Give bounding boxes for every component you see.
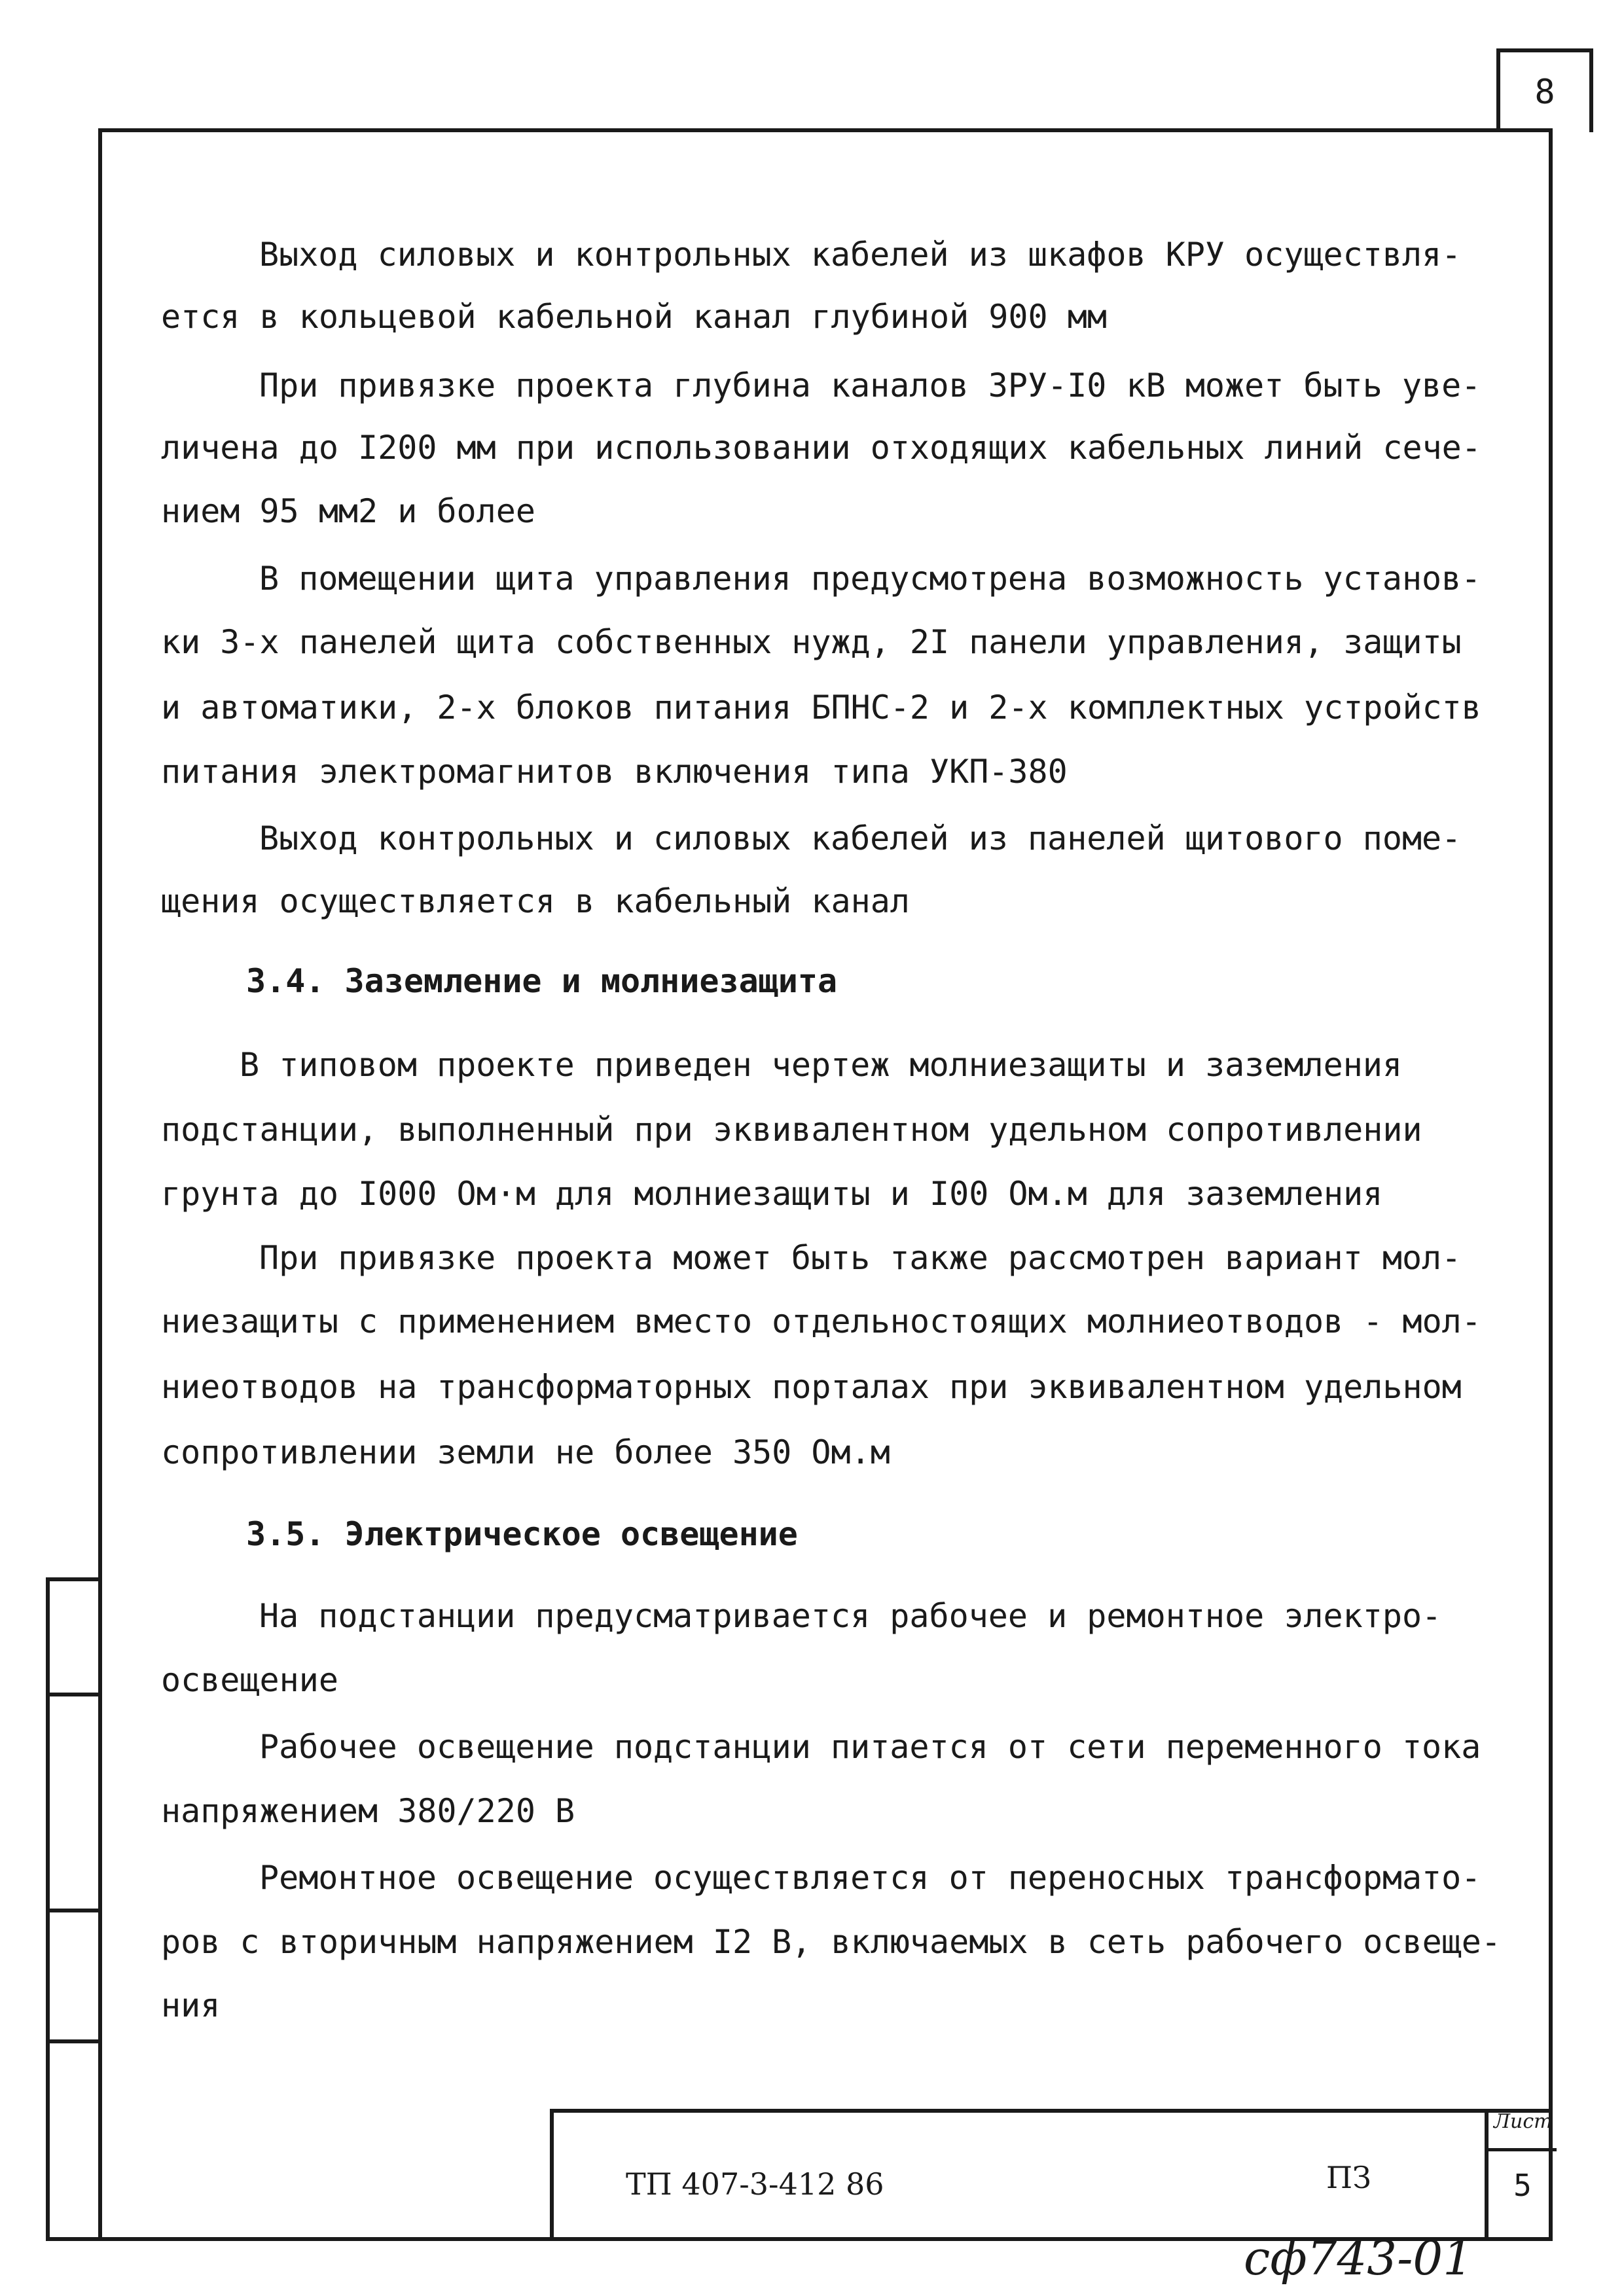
page-number-box (1496, 48, 1593, 132)
body-line: подстанции, выполненный при эквивалентном удельном сопротивлении (161, 1111, 1422, 1149)
body-line: ки 3-х панелей щита собственных нужд, 2I панели управления, защиты (161, 623, 1462, 661)
body-line: При привязке проекта глубина каналов ЗРУ-I0 кВ может быть уве- (259, 367, 1481, 404)
body-line: ров с вторичным напряжением I2 В, включаемых в сеть рабочего освеще- (161, 1923, 1501, 1961)
body-line: грунта до I000 Ом·м для молниезащиты и I00 Ом.м для заземления (161, 1175, 1383, 1213)
body-line: сопротивлении земли не более 350 Ом.м (161, 1433, 890, 1471)
body-line: ниезащиты с применением вместо отдельностоящих молниеотводов - мол- (161, 1302, 1481, 1340)
sheet-box (1485, 2109, 1557, 2241)
body-line: Выход силовых и контрольных кабелей из шкафов КРУ осуществля- (259, 236, 1462, 274)
body-line: В помещении щита управления предусмотрена возможность установ- (259, 560, 1481, 598)
page-number: 8 (1534, 73, 1555, 112)
body-line: ниеотводов на трансформаторных порталах при эквивалентном удельном (161, 1368, 1462, 1406)
binding-strip-divider (50, 2039, 102, 2043)
binding-strip (46, 1577, 102, 2241)
body-line: питания электромагнитов включения типа УКП-380 (161, 753, 1068, 791)
handwritten-stamp: сф743-01 (1244, 2231, 1473, 2286)
body-line: щения осуществляется в кабельный канал (161, 882, 910, 920)
body-line: личена до I200 мм при использовании отходящих кабельных линий сече- (161, 429, 1481, 467)
body-line: Выход контрольных и силовых кабелей из панелей щитового поме- (259, 819, 1462, 857)
body-line: При привязке проекта может быть также рассмотрен вариант мол- (259, 1239, 1462, 1277)
body-line: ния (161, 1986, 221, 2024)
document-type: ПЗ (1326, 2160, 1371, 2195)
body-line: напряжением 380/220 В (161, 1792, 575, 1830)
binding-strip-divider (50, 1693, 102, 1696)
sheet-label: Лист (1494, 2110, 1553, 2133)
body-line: нием 95 мм2 и более (161, 492, 535, 530)
body-line: освещение (161, 1661, 338, 1699)
body-line: Ремонтное освещение осуществляется от переносных трансформато- (259, 1859, 1481, 1897)
body-line: На подстанции предусматривается рабочее и ремонтное электро- (259, 1597, 1442, 1635)
body-line: и автоматики, 2-х блоков питания БПНС-2 и 2-х комплектных устройств (161, 689, 1481, 726)
section-heading: 3.5. Электрическое освещение (246, 1515, 798, 1553)
binding-strip-divider (50, 1909, 102, 1912)
section-heading: 3.4. Заземление и молниезащита (246, 962, 838, 1000)
body-line: В типовом проекте приведен чертеж молниезащиты и заземления (240, 1046, 1403, 1084)
sheet-divider (1489, 2148, 1557, 2151)
body-line: Рабочее освещение подстанции питается от сети переменного тока (259, 1728, 1481, 1766)
body-line: ется в кольцевой кабельной канал глубиной 900 мм (161, 298, 1107, 336)
sheet-number: 5 (1513, 2168, 1532, 2203)
title-block (550, 2109, 1553, 2241)
document-code: ТП 407-3-412 86 (626, 2166, 884, 2202)
